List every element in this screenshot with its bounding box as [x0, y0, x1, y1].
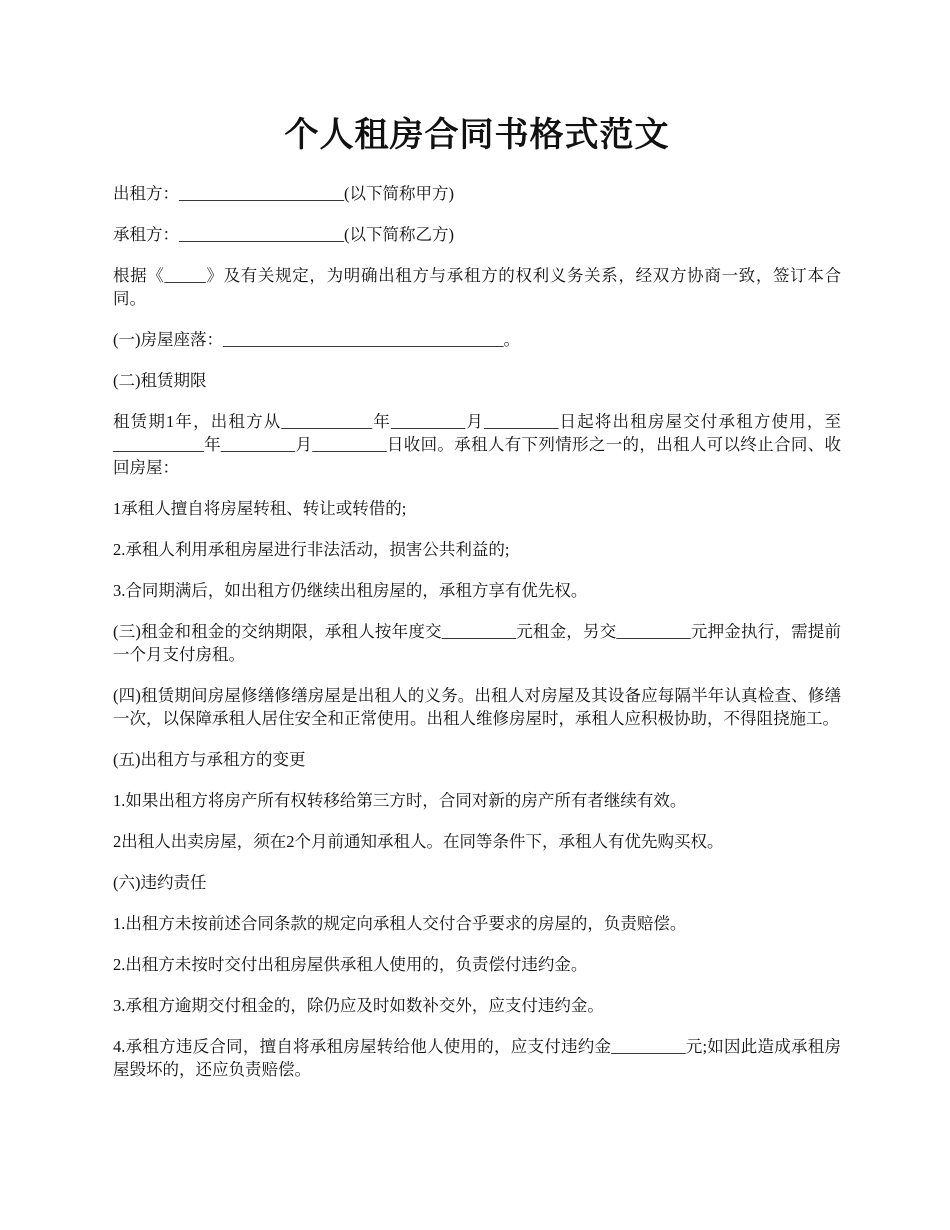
- section-location: (一)房屋座落：__________________________________。: [113, 330, 520, 349]
- liability-item-1: 1.出租方未按前述合同条款的规定向承租人交付合乎要求的房屋的，负责赔偿。: [113, 914, 687, 933]
- liability-item-4: 4.承租方违反合同，擅自将承租房屋转给他人使用的，应支付违约金_________元;如因此造成承租房屋毁坏的，还应负责赔偿。: [113, 1037, 841, 1079]
- preamble-paragraph: 根据《_____》及有关规定，为明确出租方与承租方的权利义务关系，经双方协商一致，签订本合同。: [113, 266, 841, 308]
- change-item-1: 1.如果出租方将房产所有权转移给第三方时，合同对新的房产所有者继续有效。: [113, 791, 687, 810]
- term-item-3: 3.合同期满后，如出租方仍继续出租房屋的，承租方享有优先权。: [113, 581, 588, 600]
- term-item-2: 2.承租人利用承租房屋进行非法活动，损害公共利益的;: [113, 540, 510, 559]
- section-repair: (四)租赁期间房屋修缮修缮房屋是出租人的义务。出租人对房屋及其设备应每隔半年认真检查、修缮一次，以保障承租人居住安全和正常使用。出租人维修房屋时，承租人应积极协助，不得阻挠施工。: [113, 686, 841, 728]
- section-change-heading: (五)出租方与承租方的变更: [113, 750, 306, 769]
- lessor-line: 出租方：____________________(以下简称甲方): [113, 184, 454, 203]
- lessee-line: 承租方：____________________(以下简称乙方): [113, 225, 454, 244]
- change-item-2: 2出租人出卖房屋，须在2个月前通知承租人。在同等条件下，承租人有优先购买权。: [113, 832, 724, 851]
- section-term-heading: (二)租赁期限: [113, 371, 207, 390]
- term-item-1: 1承租人擅自将房屋转租、转让或转借的;: [113, 499, 407, 518]
- liability-item-2: 2.出租方未按时交付出租房屋供承租人使用的，负责偿付违约金。: [113, 955, 588, 974]
- section-rent: (三)租金和租金的交纳期限，承租人按年度交_________元租金，另交_________元押金执行，需提前一个月支付房租。: [113, 622, 841, 664]
- document-page: [113, 0, 841, 1081]
- document-title: 个人租房合同书格式范文: [284, 117, 670, 154]
- section-liability-heading: (六)违约责任: [113, 873, 207, 892]
- term-paragraph: 租赁期1年，出租方从___________年_________月_________日起将出租房屋交付承租方使用，至___________年_________月_________日收回。承租人有下列情形之一的，出租人可以终止合同、收回房屋：: [113, 412, 841, 477]
- liability-item-3: 3.承租方逾期交付租金的，除仍应及时如数补交外，应支付违约金。: [113, 996, 604, 1015]
